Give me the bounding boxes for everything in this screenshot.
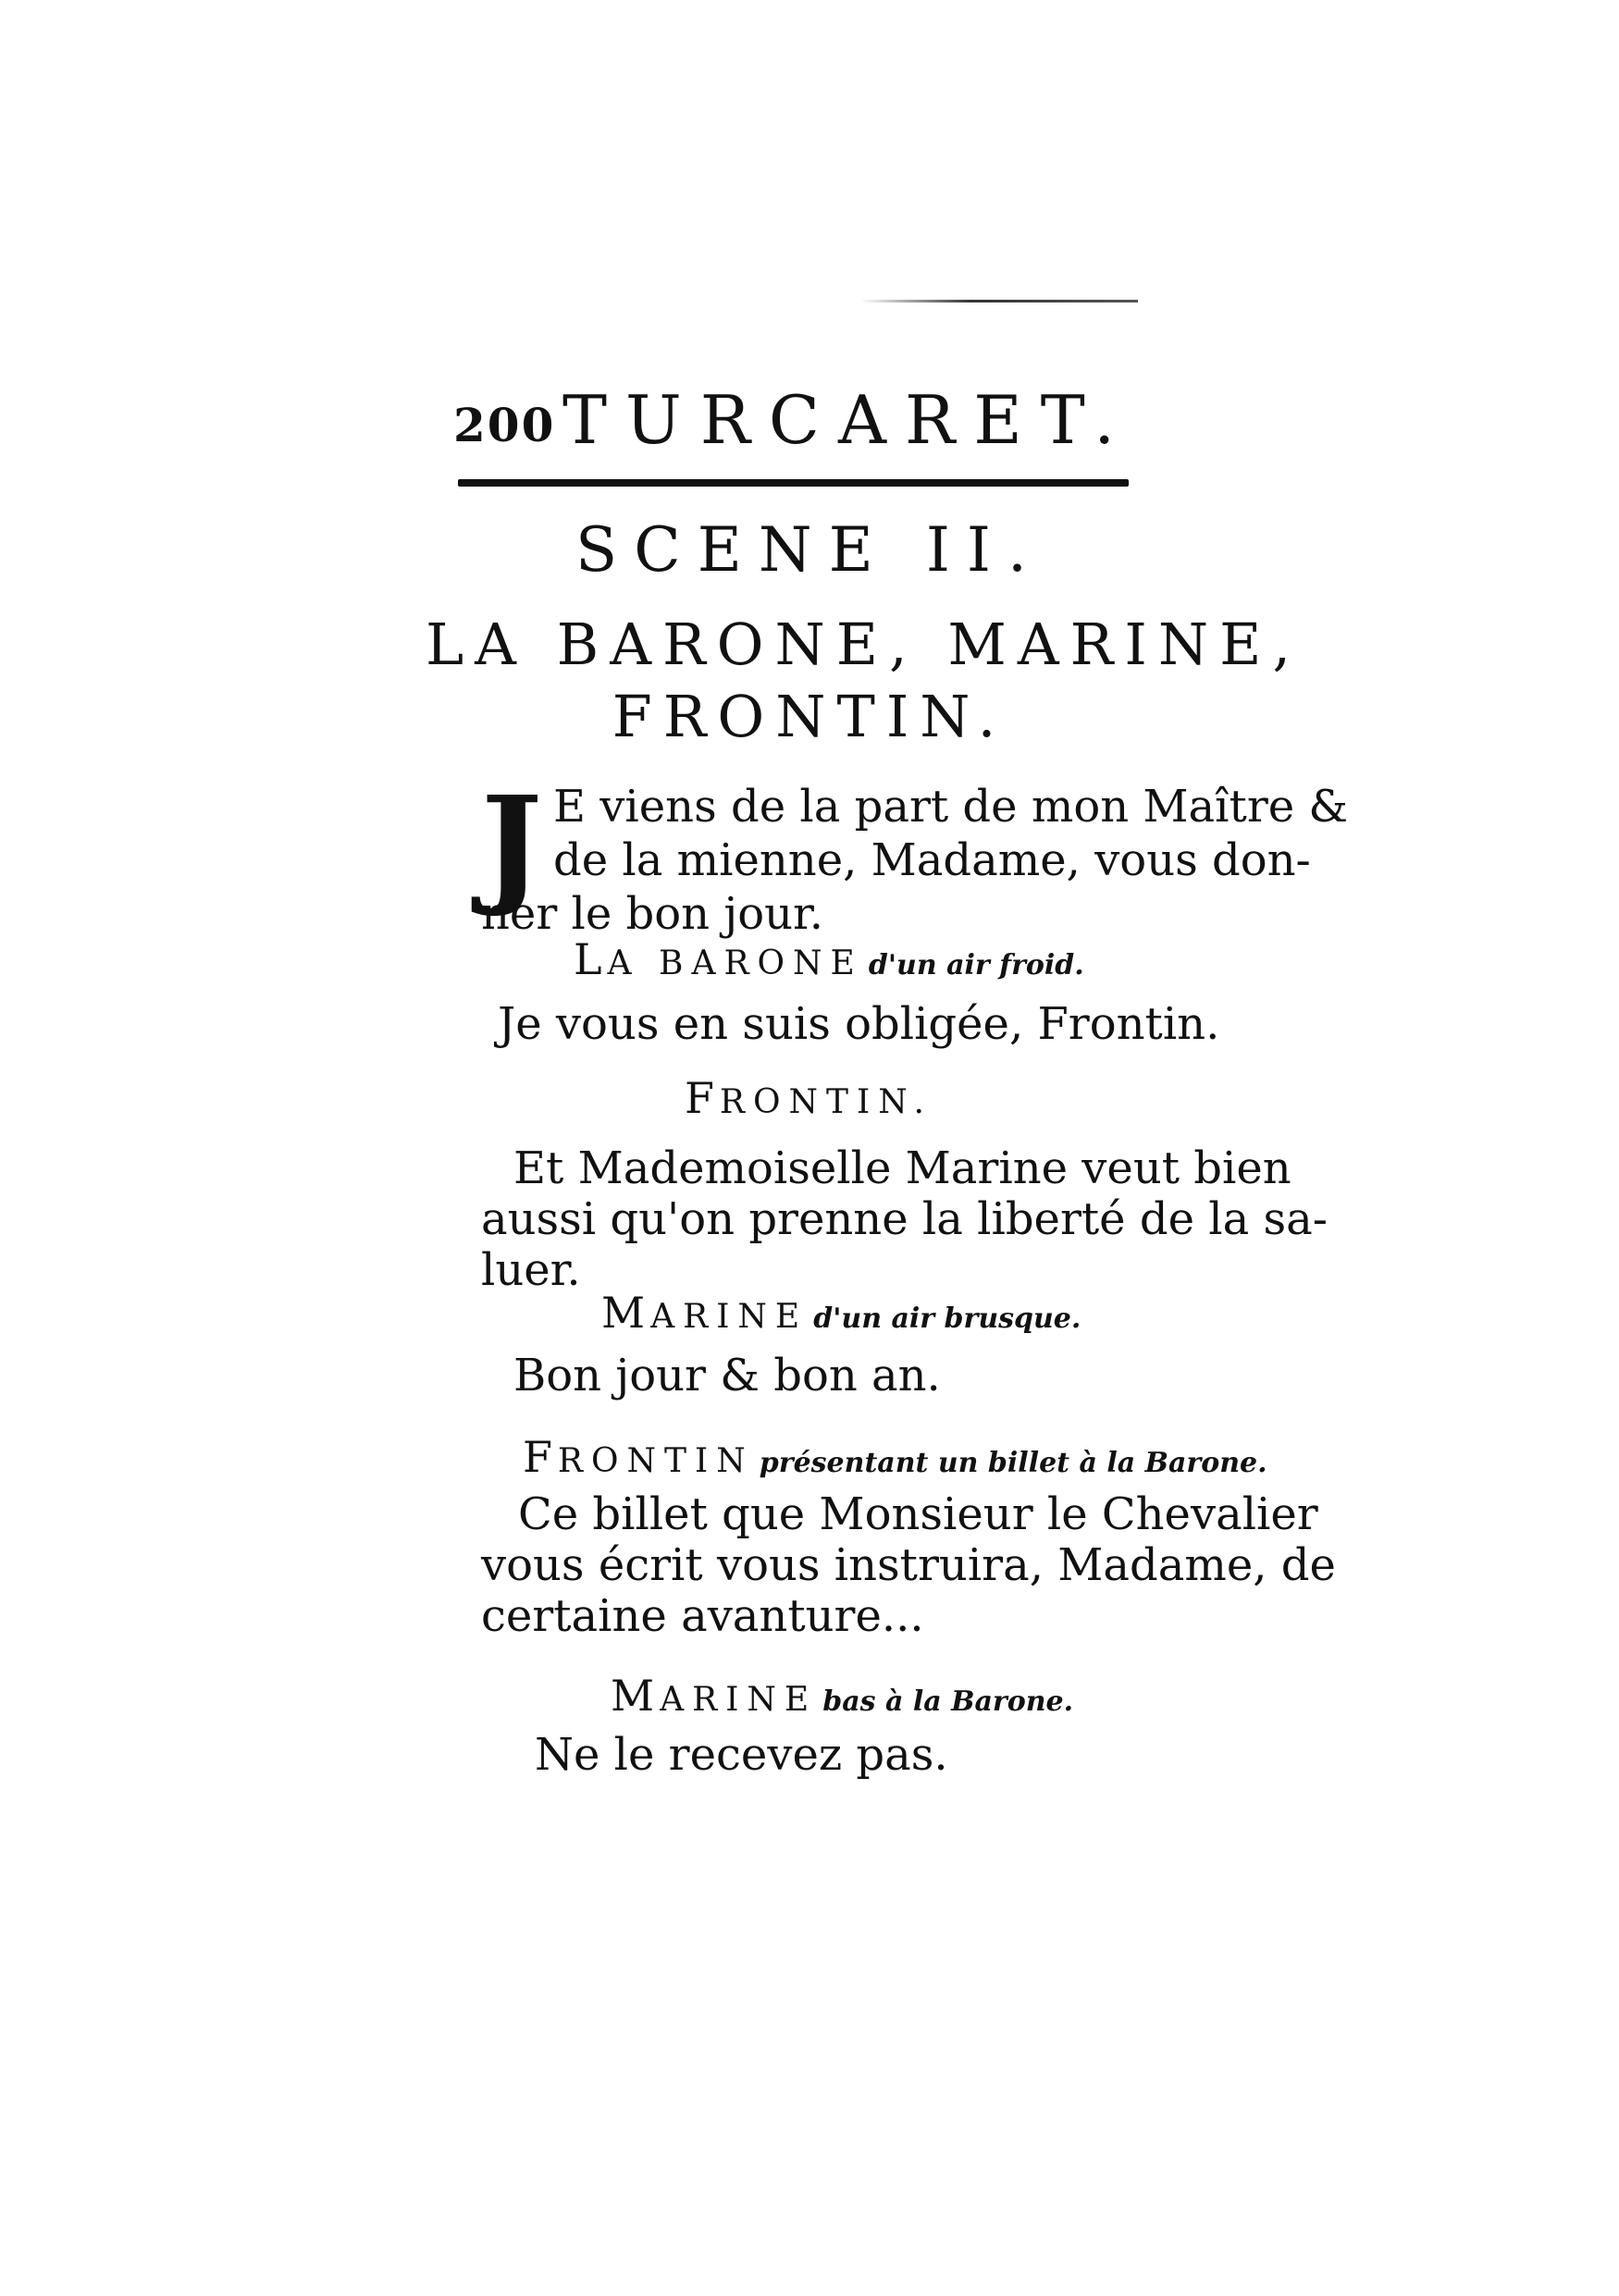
stage-direction: présentant un billet à la Barone. (759, 1447, 1267, 1479)
scene-title: SCENE II. (575, 514, 1044, 586)
cast-line-1: LA BARONE, MARINE, (426, 611, 1303, 678)
speaker-name: A BARONE (607, 944, 863, 982)
speaker-name: RONTIN (557, 1442, 754, 1480)
drop-cap: J (481, 769, 543, 920)
page-number: 200 (453, 398, 556, 452)
speech-line: luer. (481, 1244, 581, 1296)
speech-line: Ne le recevez pas. (535, 1729, 948, 1781)
speech-line: Et Mademoiselle Marine veut bien (513, 1142, 1291, 1194)
stage-direction: d'un air froid. (868, 949, 1084, 981)
speech-line: de la mienne, Madame, vous don- (553, 834, 1311, 886)
running-title: TURCARET. (562, 381, 1134, 459)
speaker-heading (574, 934, 1084, 984)
speaker-heading (523, 1432, 1267, 1482)
scan-artifact-line (860, 300, 1138, 302)
speaker-name: RONTIN. (719, 1083, 933, 1121)
speaker-heading (601, 1288, 1081, 1338)
speaker-name: ARINE (660, 1681, 818, 1719)
speech-line: ner le bon jour. (481, 888, 823, 940)
header-rule (458, 479, 1129, 487)
speaker-initial: M (611, 1671, 661, 1721)
speech-line: Ce billet que Monsieur le Chevalier (518, 1488, 1318, 1540)
speaker-heading (611, 1671, 1073, 1721)
stage-direction: bas à la Barone. (822, 1685, 1074, 1718)
speaker-initial: M (601, 1288, 651, 1338)
speech-line: Je vous en suis obligée, Frontin. (498, 998, 1220, 1050)
cast-line-2: FRONTIN. (612, 683, 1007, 750)
speaker-heading (685, 1073, 933, 1123)
speech-line: vous écrit vous instruira, Madame, de (481, 1539, 1336, 1591)
speaker-initial: F (685, 1073, 720, 1123)
speech-line: E viens de la part de mon Maître & (553, 781, 1349, 833)
speech-line: aussi qu'on prenne la liberté de la sa- (481, 1193, 1328, 1245)
speech-line: certaine avanture... (481, 1590, 924, 1642)
stage-direction: d'un air brusque. (813, 1302, 1081, 1335)
speaker-initial: L (574, 934, 608, 984)
speaker-name: ARINE (650, 1298, 809, 1336)
running-head (453, 379, 1156, 472)
speaker-initial: F (523, 1432, 558, 1482)
speech-line: Bon jour & bon an. (513, 1350, 941, 1401)
